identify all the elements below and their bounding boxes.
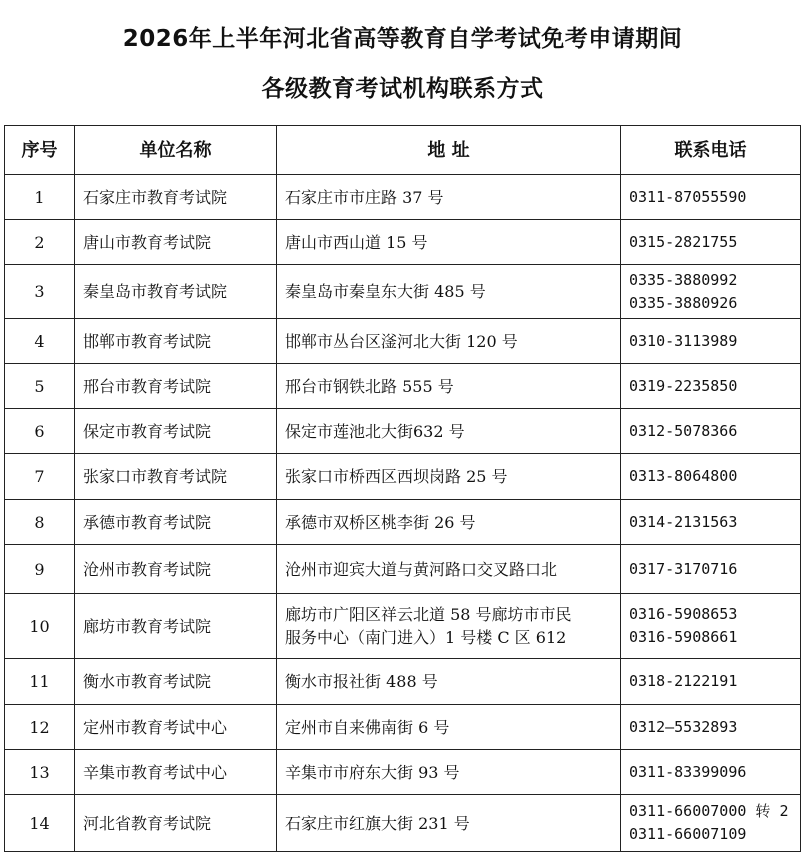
- table-row: [5, 409, 801, 454]
- phone-number: 0311-83399096: [629, 762, 747, 781]
- row-address: [277, 750, 621, 795]
- table-row: [5, 545, 801, 594]
- table-row: [5, 500, 801, 545]
- row-unit-name: 唐山市教育考试院: [75, 220, 277, 265]
- address-line: 张家口市桥西区西坝岗路 25 号: [285, 467, 508, 486]
- table-header-row: [5, 126, 801, 175]
- row-unit-name: 衡水市教育考试院: [75, 659, 277, 705]
- table-body: [5, 175, 801, 852]
- row-phone: [621, 795, 801, 852]
- row-address: [277, 795, 621, 852]
- table-row: [5, 454, 801, 500]
- header-phone: 联系电话: [621, 126, 801, 175]
- phone-number: 0318-2122191: [629, 672, 738, 690]
- row-phone: [621, 500, 801, 545]
- row-unit-name: 保定市教育考试院: [75, 409, 277, 454]
- address-line: 唐山市西山道 15 号: [285, 232, 428, 252]
- row-unit-name: 辛集市教育考试中心: [75, 750, 277, 795]
- address-line: 石家庄市红旗大街 231 号: [285, 813, 470, 833]
- row-phone: [621, 319, 801, 364]
- address-line: 承德市双桥区桃李街 26 号: [285, 512, 476, 532]
- row-phone: [621, 454, 801, 500]
- row-unit-name: 邯郸市教育考试院: [75, 319, 277, 364]
- row-index: 14: [5, 795, 75, 852]
- row-index: 12: [5, 705, 75, 750]
- row-index: 6: [5, 409, 75, 454]
- table-row: [5, 265, 801, 319]
- table-row: [5, 594, 801, 659]
- phone-number: 0316-5908661: [629, 628, 738, 646]
- row-phone: [621, 265, 801, 319]
- row-phone: [621, 175, 801, 220]
- row-phone: [621, 545, 801, 594]
- phone-number: 0316-5908653: [629, 605, 738, 623]
- phone-number: 0310-3113989: [629, 331, 738, 350]
- phone-number: 0313-8064800: [629, 467, 738, 485]
- row-index: 10: [5, 594, 75, 659]
- phone-number: 0311-66007000 转 2: [629, 802, 789, 820]
- phone-number: 0319-2235850: [629, 376, 738, 395]
- row-phone: [621, 659, 801, 705]
- address-line: 秦皇岛市秦皇东大街 485 号: [285, 282, 486, 301]
- address-line: 邢台市钢铁北路 555 号: [285, 376, 454, 396]
- row-unit-name: 定州市教育考试中心: [75, 705, 277, 750]
- row-address: [277, 409, 621, 454]
- row-address: [277, 659, 621, 705]
- table-row: [5, 795, 801, 852]
- table-row: [5, 659, 801, 705]
- row-index: 9: [5, 545, 75, 594]
- phone-number: 0314-2131563: [629, 512, 738, 531]
- address-line: 廊坊市广阳区祥云北道 58 号廊坊市市民: [285, 605, 572, 624]
- row-address: [277, 364, 621, 409]
- row-unit-name: 邢台市教育考试院: [75, 364, 277, 409]
- row-unit-name: 河北省教育考试院: [75, 795, 277, 852]
- row-index: 3: [5, 265, 75, 319]
- row-address: [277, 175, 621, 220]
- row-index: 13: [5, 750, 75, 795]
- row-address: [277, 319, 621, 364]
- header-unit-name: 单位名称: [75, 126, 277, 175]
- row-phone: [621, 750, 801, 795]
- row-phone: [621, 220, 801, 265]
- table-row: [5, 705, 801, 750]
- table-row: [5, 364, 801, 409]
- phone-number: 0311-66007109: [629, 825, 747, 843]
- row-index: 2: [5, 220, 75, 265]
- address-line: 沧州市迎宾大道与黄河路口交叉路口北: [285, 559, 558, 579]
- row-address: [277, 220, 621, 265]
- document-title-line2: 各级教育考试机构联系方式: [261, 76, 544, 102]
- address-line: 服务中心（南门进入）1 号楼 C 区 612: [285, 628, 567, 647]
- header-address: 地 址: [277, 126, 621, 175]
- row-index: 5: [5, 364, 75, 409]
- row-phone: [621, 705, 801, 750]
- row-phone: [621, 364, 801, 409]
- address-line: 衡水市报社街 488 号: [285, 672, 438, 691]
- table-row: [5, 175, 801, 220]
- phone-number: 0317-3170716: [629, 559, 738, 578]
- row-unit-name: 秦皇岛市教育考试院: [75, 265, 277, 319]
- address-line: 辛集市市府东大街 93 号: [285, 762, 460, 782]
- row-index: 1: [5, 175, 75, 220]
- row-unit-name: 沧州市教育考试院: [75, 545, 277, 594]
- row-index: 11: [5, 659, 75, 705]
- row-address: [277, 500, 621, 545]
- row-unit-name: 石家庄市教育考试院: [75, 175, 277, 220]
- phone-number: 0312-5078366: [629, 421, 738, 440]
- row-unit-name: 廊坊市教育考试院: [75, 594, 277, 659]
- phone-number: 0315-2821755: [629, 232, 738, 251]
- row-address: [277, 265, 621, 319]
- address-line: 定州市自来佛南街 6 号: [285, 717, 450, 737]
- row-address: [277, 705, 621, 750]
- address-line: 邯郸市丛台区滏河北大街 120 号: [285, 331, 518, 351]
- table-row: [5, 220, 801, 265]
- contacts-table: [4, 125, 801, 852]
- phone-number: 0335-3880992: [629, 270, 738, 289]
- row-index: 7: [5, 454, 75, 500]
- address-line: 保定市莲池北大街632 号: [285, 421, 465, 441]
- table-row: [5, 319, 801, 364]
- row-unit-name: 张家口市教育考试院: [75, 454, 277, 500]
- row-address: [277, 594, 621, 659]
- header-index: 序号: [5, 126, 75, 175]
- row-address: [277, 454, 621, 500]
- phone-number: 0311-87055590: [629, 187, 747, 206]
- phone-number: 0335-3880926: [629, 293, 738, 312]
- row-index: 4: [5, 319, 75, 364]
- phone-number: 0312—5532893: [629, 717, 738, 736]
- row-unit-name: 承德市教育考试院: [75, 500, 277, 545]
- row-phone: [621, 409, 801, 454]
- address-line: 石家庄市市庄路 37 号: [285, 187, 444, 207]
- table-row: [5, 750, 801, 795]
- row-phone: [621, 594, 801, 659]
- document-title-line1: 2026年上半年河北省高等教育自学考试免考申请期间: [122, 26, 683, 52]
- row-index: 8: [5, 500, 75, 545]
- row-address: [277, 545, 621, 594]
